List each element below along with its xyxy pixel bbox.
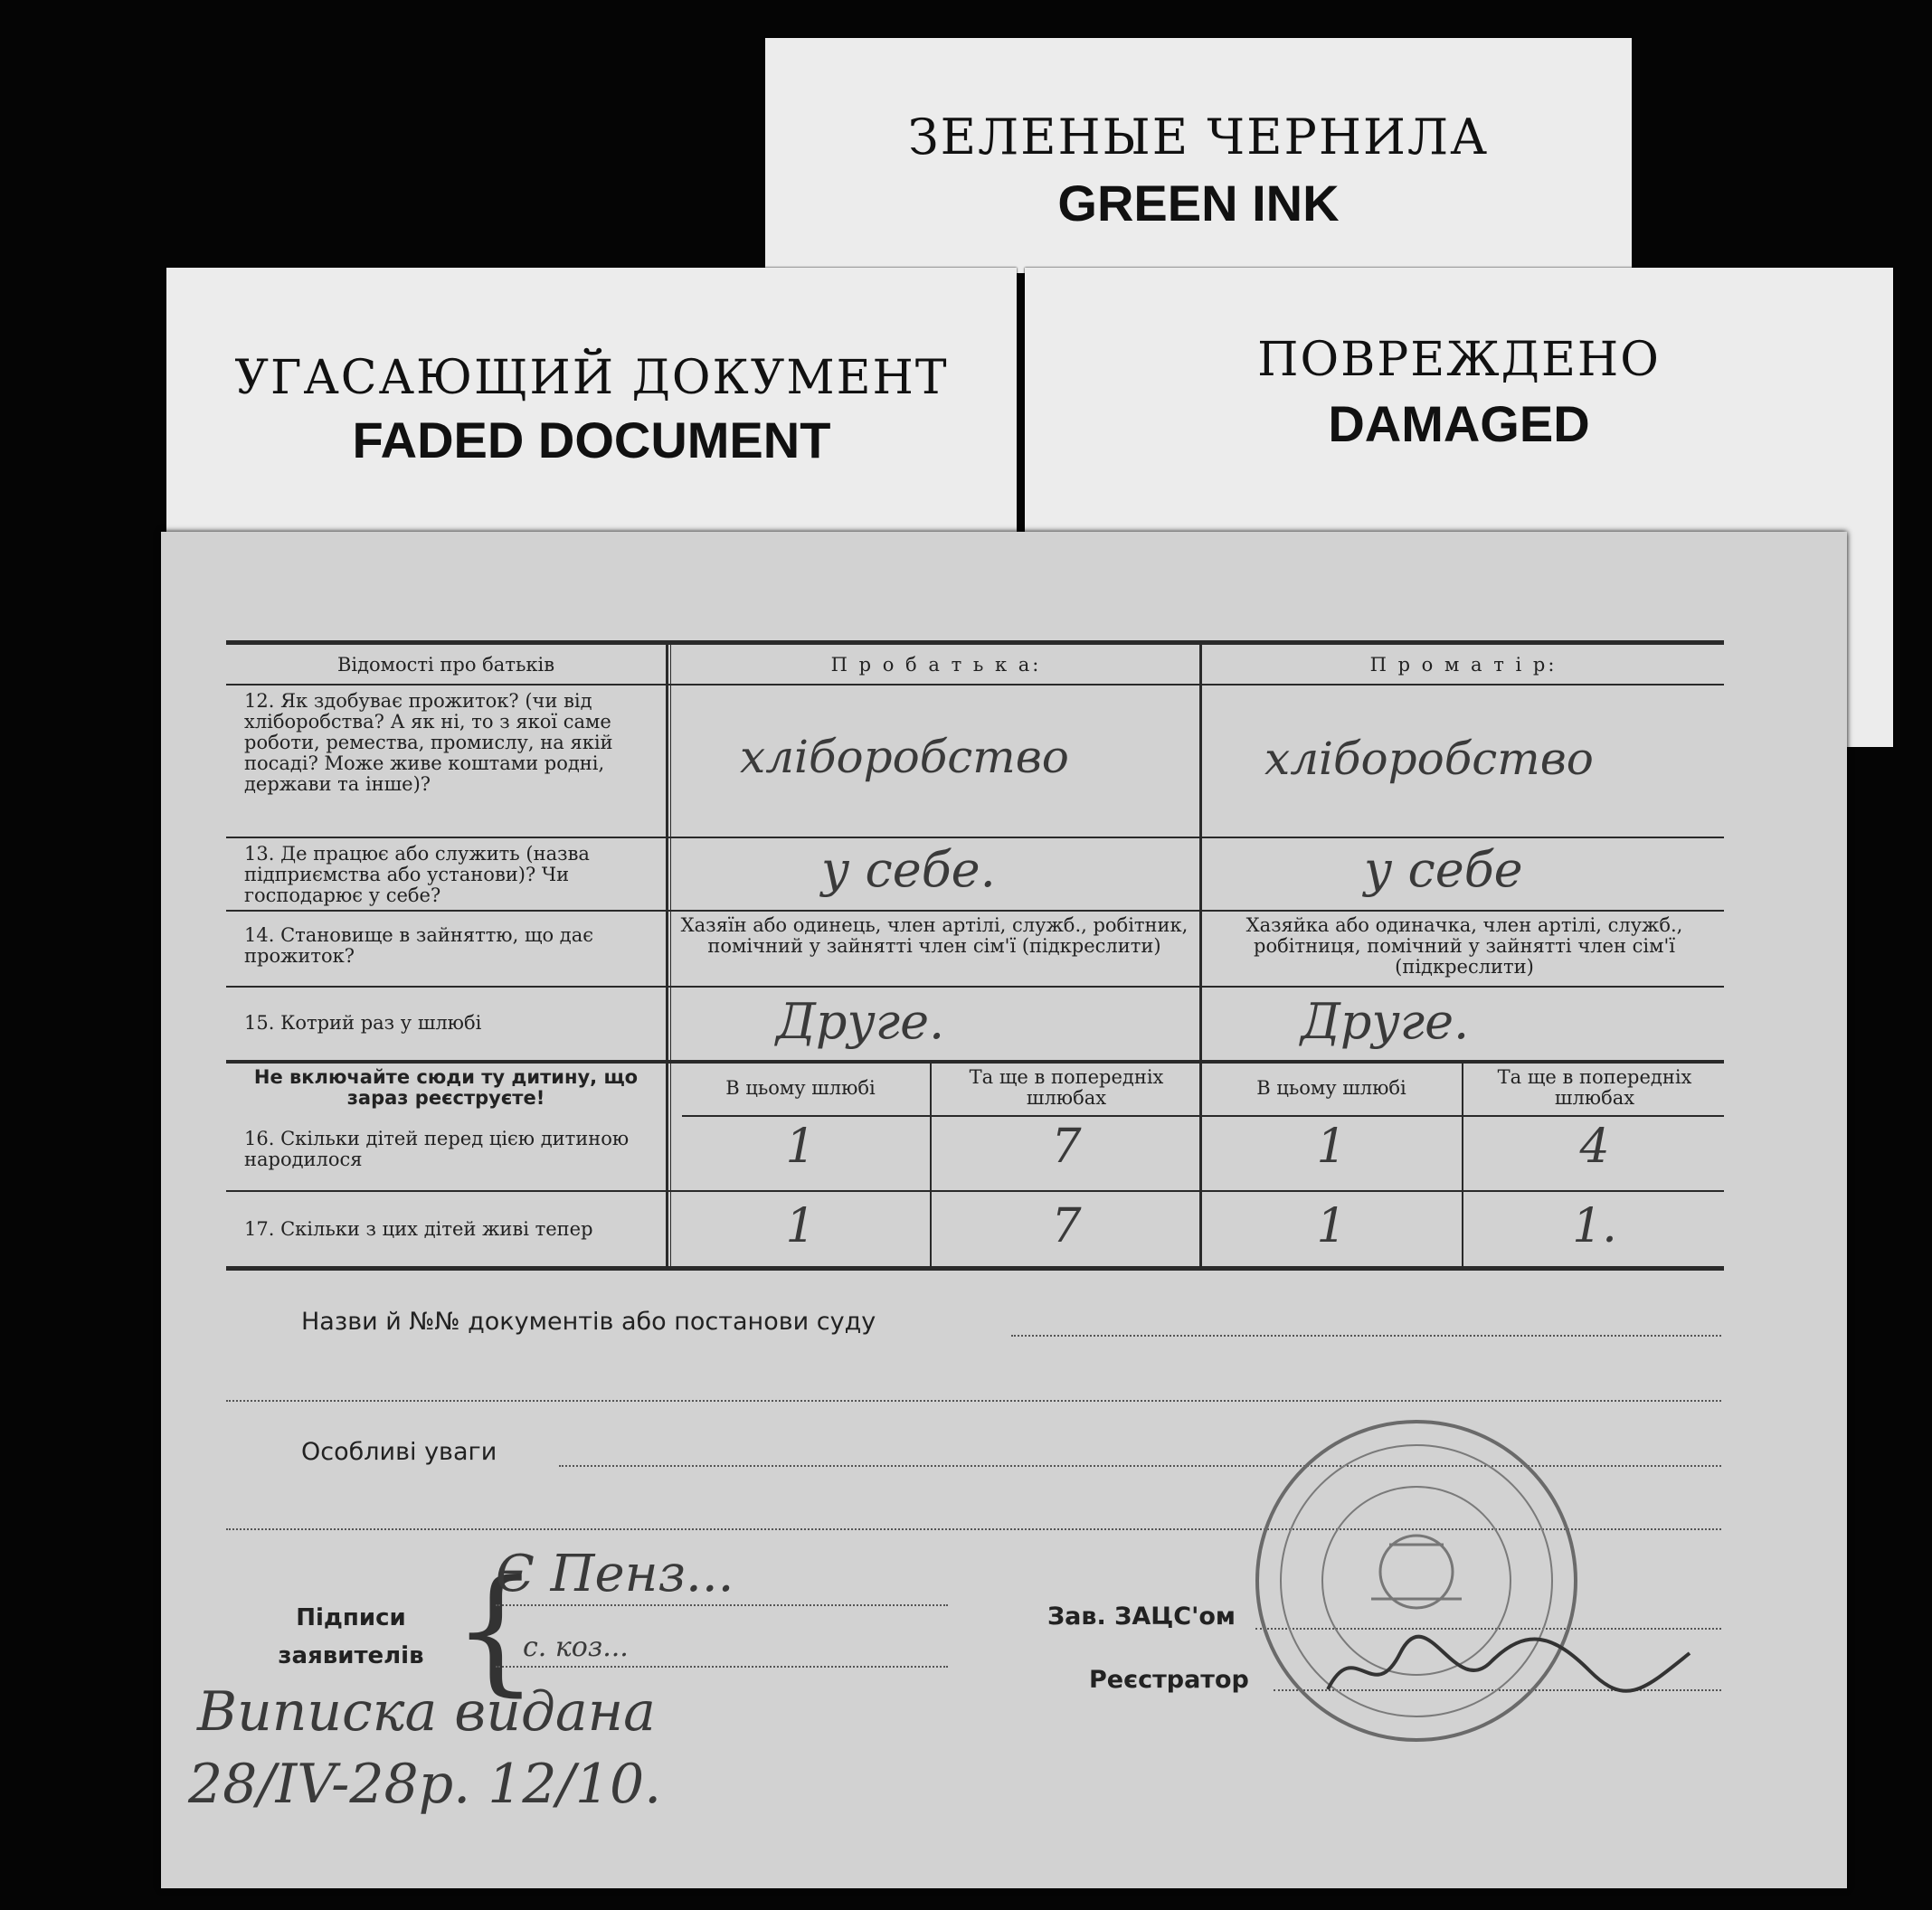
card-ru-label: УГАСАЮЩИЙ ДОКУМЕНТ <box>234 351 949 405</box>
registrar-label: Реєстратор <box>1089 1666 1249 1694</box>
faded-document-card <box>166 268 1017 557</box>
q17-mother-this: 1 <box>1316 1199 1347 1253</box>
q14-mother-options: Хазяйка або одиначка, член артілі, служб., робітниця, помічний у зайнятті член сім'ї (підкреслити) <box>1245 914 1683 978</box>
q15-label: 15. Котрий раз у шлюбі <box>244 1012 482 1034</box>
brace-mark: { <box>452 1552 539 1709</box>
father-this-marriage: В цьому шлюбі <box>725 1077 876 1099</box>
signature-2: с. коз... <box>523 1631 629 1663</box>
mother-this-marriage: В цьому шлюбі <box>1256 1077 1406 1099</box>
q14-father-options: Хазяїн або одинець, член артілі, служб., робітник, помічний у зайнятті член сім'ї (підкреслити) <box>680 914 1189 957</box>
header-parents: Відомості про батьків <box>336 654 555 676</box>
documents-line <box>1011 1335 1721 1337</box>
remarks-label: Особливі уваги <box>301 1438 497 1466</box>
q17-father-prev: 7 <box>1051 1199 1082 1253</box>
mother-prev-marriages: Та ще в попередніх шлюбах <box>1497 1066 1692 1109</box>
documents-line-2 <box>226 1400 1721 1402</box>
card-en-label: GREEN INK <box>1057 175 1340 232</box>
header-mother: П р о м а т і р: <box>1369 654 1558 676</box>
green-ink-card <box>765 38 1632 273</box>
col-divider <box>930 1062 932 1268</box>
q12-mother-answer: хліборобство <box>1264 733 1594 785</box>
q16-mother-this: 1 <box>1316 1120 1347 1174</box>
table-rule <box>226 986 1724 988</box>
signature-line-1 <box>496 1604 948 1606</box>
head-zags-label: Зав. ЗАЦС'ом <box>1047 1603 1236 1631</box>
card-en-label: FADED DOCUMENT <box>352 411 831 468</box>
q17-mother-prev: 1. <box>1572 1199 1617 1253</box>
table-rule <box>226 910 1724 912</box>
q14-label: 14. Становище в зайняттю, що дає прожиток? <box>244 924 593 967</box>
q16-father-prev: 7 <box>1051 1120 1082 1174</box>
signatures-label: Підписи заявителів <box>278 1604 424 1669</box>
col-divider <box>666 640 668 1268</box>
table-rule <box>226 1060 1724 1064</box>
table-top-rule <box>226 640 1724 645</box>
signature-1: Є Пенз... <box>496 1545 734 1603</box>
q12-label: 12. Як здобуває прожиток? (чи від хліборобства? А як ні, то з якої саме роботи, ремества, промислу, на якій посаді? Може живе коштами родні, держави та інше)? <box>244 690 613 795</box>
q13-label: 13. Де працює або служить (назва підприємства або установи)? Чи господарює у себе? <box>244 843 590 906</box>
registrar-signature <box>1319 1617 1699 1716</box>
card-ru-label: ЗЕЛЕНЫЕ ЧЕРНИЛА <box>908 109 1489 165</box>
q12-father-answer: хліборобство <box>740 731 1069 783</box>
exclude-child-note: Не включайте сюди ту дитину, що зараз реєструєте! <box>253 1066 639 1109</box>
issued-date: 28/IV-28р. 12/10. <box>188 1753 662 1816</box>
col-divider <box>1462 1062 1463 1268</box>
col-divider <box>670 640 671 1268</box>
card-en-label: DAMAGED <box>1328 395 1590 452</box>
signature-line-2 <box>496 1666 948 1668</box>
registration-form-page <box>161 532 1847 1888</box>
q16-father-this: 1 <box>785 1120 816 1174</box>
card-ru-label: ПОВРЕЖДЕНО <box>1257 333 1661 387</box>
father-prev-marriages: Та ще в попередніх шлюбах <box>969 1066 1164 1109</box>
q13-father-answer: у себе. <box>821 841 996 898</box>
q15-mother-answer: Друге. <box>1301 993 1470 1050</box>
q17-father-this: 1 <box>785 1199 816 1253</box>
table-rule <box>682 1115 1724 1117</box>
q17-label: 17. Скільки з цих дітей живі тепер <box>244 1218 593 1240</box>
issued-note: Виписка видана <box>197 1680 656 1744</box>
table-bottom-rule <box>226 1266 1724 1271</box>
header-father: П р о б а т ь к а: <box>830 654 1042 676</box>
q16-label: 16. Скільки дітей перед цією дитиною народилося <box>244 1128 630 1170</box>
table-rule <box>226 684 1724 686</box>
q15-father-answer: Друге. <box>776 993 945 1050</box>
q13-mother-answer: у себе <box>1364 841 1523 898</box>
table-rule <box>226 1190 1724 1192</box>
table-rule <box>226 837 1724 838</box>
q16-mother-prev: 4 <box>1579 1120 1610 1174</box>
documents-label: Назви й №№ документів або постанови суду <box>301 1308 876 1336</box>
col-divider <box>1199 640 1202 1268</box>
